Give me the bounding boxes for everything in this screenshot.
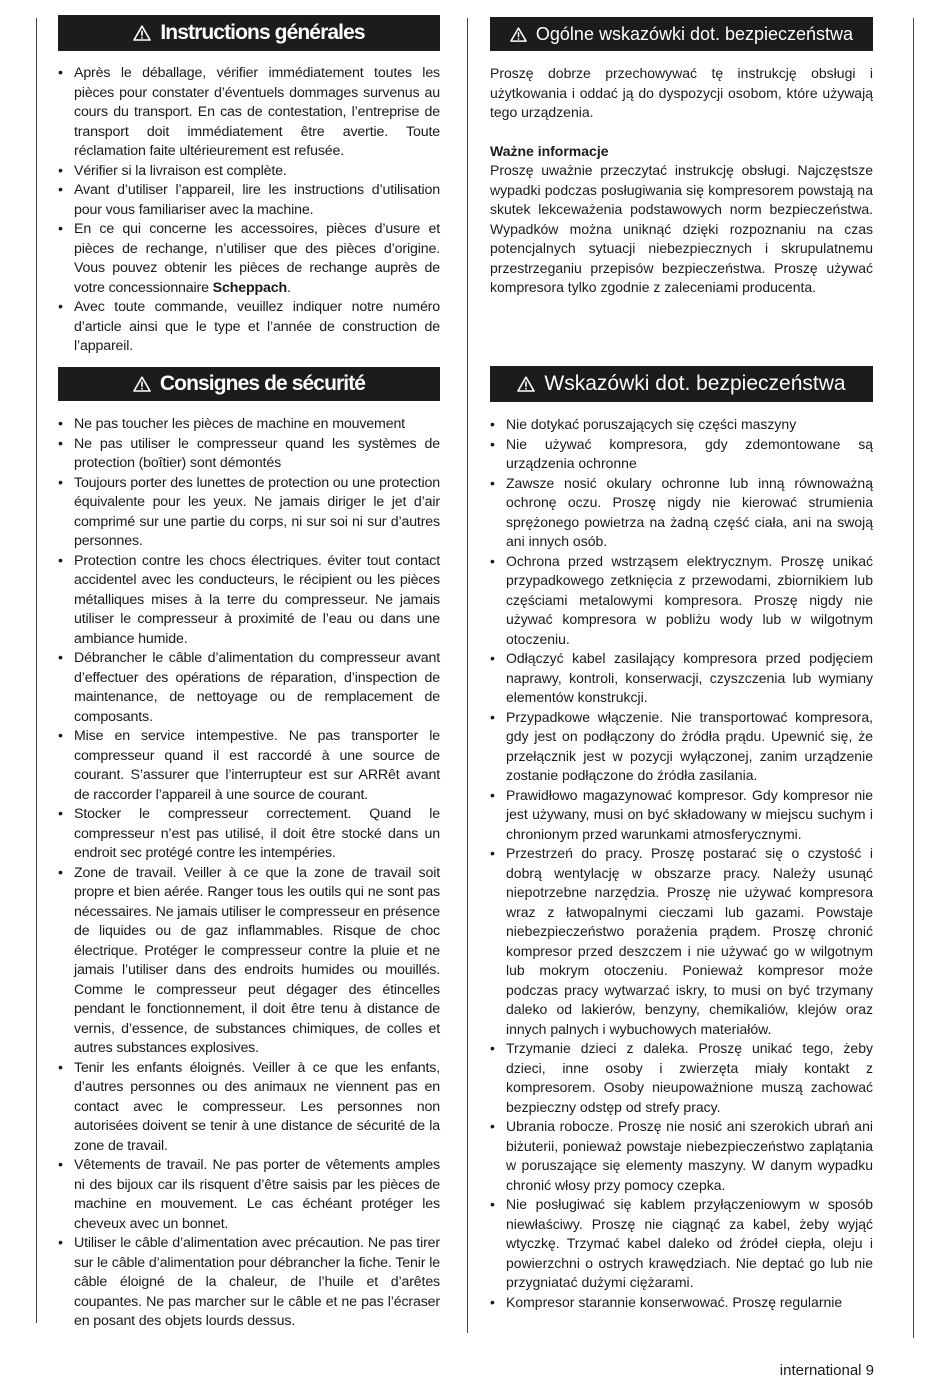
brand-name: Scheppach	[212, 279, 287, 296]
list-item: • Zawsze nosić okulary ochronne lub inną równoważną ochronę oczu. Proszę nigdy nie kierować strumienia sprężonego powietrza na żadną część ciała, ani na swoją ani innych osób.	[490, 474, 873, 552]
warning-icon	[510, 27, 527, 42]
list-item: • Toujours porter des lunettes de protection ou une protection équivalente pour les yeux. Ne jamais diriger le jet d’air comprimé sur une partie du corps, ni sur soi ni sur d’autres personnes.	[58, 474, 440, 552]
list-item: • Nie używać kompresora, gdy zdemontowane są urządzenia ochronne	[490, 435, 873, 474]
list-item: • Ubrania robocze. Proszę nie nosić ani szerokich ubrań ani biżuterii, ponieważ powstaje niebezpieczeństwo zaplątania w poruszające się elementy maszyny. W danym wypadku chronić włosy przy pomocy czepka.	[490, 1117, 873, 1195]
list-item: • Mise en service intempestive. Ne pas transporter le compresseur quand il est raccordé à une source de courant. S’assurer que l’interrupteur est sur ARRêt avant de raccorder l’appareil à une source de courant.	[58, 727, 440, 805]
list-item: • Ne pas utiliser le compresseur quand les systèmes de protection (boîtier) sont démontés	[58, 435, 440, 474]
list-item: • Protection contre les chocs électriques. éviter tout contact accidentel avec les conducteurs, le récipient ou les pièces métalliques mises à la terre du compresseur. Ne jamais utiliser le compresseur à proximité de l’eau ou dans une ambiance humide.	[58, 552, 440, 650]
warning-icon	[133, 25, 151, 41]
list-item: • Odłączyć kabel zasilający kompresora przed podjęciem naprawy, kontroli, konserwacji, czyszczenia lub wymiany elementów konstrukcji.	[490, 649, 873, 708]
list-item-text-end: .	[287, 279, 291, 296]
list-item: • Débrancher le câble d’alimentation du compresseur avant d’effectuer des opérations de réparation, d’inspection de maintenance, de nettoyage ou de remplacement de composants.	[58, 649, 440, 727]
column-divider	[467, 18, 468, 1333]
french-general-header	[58, 15, 440, 51]
polish-general-header	[490, 17, 873, 51]
list-item: • Vérifier si la livraison est complète.	[58, 162, 440, 182]
list-item: • Vêtements de travail. Ne pas porter de vêtements amples ni des bijoux car ils risquent d’être saisis par les pièces de machine en mouvement. Le cas échéant protéger les cheveux avec un bonnet.	[58, 1156, 440, 1234]
right-margin-rule	[913, 18, 914, 1338]
french-safety-list	[58, 415, 440, 1332]
french-safety-header	[58, 367, 440, 401]
polish-safety-list	[490, 415, 873, 1312]
list-item: • Przypadkowe włączenie. Nie transportować kompresora, gdy jest on podłączony do źródła prądu. Upewnić się, że przełącznik jest w pozycji wyłączonej, zanim urządzenie zostanie podłączone do źródła zasilania.	[490, 708, 873, 786]
list-item: • Avant d’utiliser l’appareil, lire les instructions d’utilisation pour vous familiariser avec la machine.	[58, 181, 440, 220]
list-item: • Nie posługiwać się kablem przyłączeniowym w sposób niewłaściwy. Proszę nie ciągnąć za kabel, żeby wyjąć wtyczkę. Trzymać kabel daleko od źródeł ciepła, oleju i powierzchni o ostrych krawędziach. Nie deptać go lub nie przygniatać dużymi ciężarami.	[490, 1195, 873, 1293]
french-general-title: Instructions générales	[160, 21, 365, 44]
french-general-list	[58, 64, 440, 357]
french-safety-title: Consignes de sécurité	[159, 372, 366, 395]
polish-column	[490, 0, 873, 1387]
list-item: • Après le déballage, vérifier immédiatement toutes les pièces pour constater d’éventuels dommages survenus au cours du transport. En cas de contestation, l’entreprise de transport doit immédiatement être avertie. Toute réclamation faite ultérieurement est refusée.	[58, 64, 440, 162]
list-item: • Avec toute commande, veuillez indiquer notre numéro d’article ainsi que le type et l’année de construction de l’appareil.	[58, 298, 440, 357]
list-item: • Stocker le compresseur correctement. Quand le compresseur n’est pas utilisé, il doit être stocké dans un endroit sec protégé contre les intempéries.	[58, 805, 440, 864]
polish-important-paragraph: Proszę uważnie przeczytać instrukcję obsługi. Najczęstsze wypadki podczas posługiwania się kompresorem powstają na skutek lekceważenia podstawowych norm bezpieczeństwa. Wypadków można uniknąć dzięki rozpoznaniu na czas potencjalnych sytuacji niebezpiecznych i skrupulatnemu przestrzeganiu przepisów bezpieczeństwa. Proszę używać kompresora tylko zgodnie z zaleceniami producenta.	[490, 162, 873, 295]
list-item-text: En ce qui concerne les accessoires, pièces d’usure et pièces de rechange, n’utiliser que des pièces d’origine. Vous pouvez obtenir les pièces de rechange auprès de votre concessionnaire	[74, 221, 440, 296]
list-item: • Kompresor starannie konserwować. Proszę regularnie	[490, 1293, 873, 1313]
left-margin-rule	[36, 18, 37, 1323]
list-item: • Ne pas toucher les pièces de machine en mouvement	[58, 415, 440, 435]
page-footer: international 9	[779, 1362, 874, 1379]
polish-safety-title: Wskazówki dot. bezpieczeństwa	[544, 372, 846, 395]
polish-important-heading: Ważne informacje	[490, 143, 609, 159]
list-item	[58, 220, 440, 298]
list-item: • Ochrona przed wstrząsem elektrycznym. Proszę unikać przypadkowego zetknięcia z przewodami, zbiornikiem lub częściami metalowymi kompresora. Proszę nigdy nie używać kompresora w pobliżu wody lub w wilgotnym otoczeniu.	[490, 552, 873, 650]
list-item: • Nie dotykać poruszających się części maszyny	[490, 415, 873, 435]
polish-general-title: Ogólne wskazówki dot. bezpieczeństwa	[535, 23, 854, 44]
list-item: • Prawidłowo magazynować kompresor. Gdy kompresor nie jest używany, musi on być składowany w miejscu suchym i chronionym przed warunkami atmosferycznymi.	[490, 786, 873, 845]
french-column	[58, 0, 440, 1387]
list-item: • Przestrzeń do pracy. Proszę postarać się o czystość i dobrą wentylację w obszarze pracy. Należy usunąć niepotrzebne narzędzia. Proszę nie używać kompresora wraz z łatwopalnymi cieczami lub gazami. Powstaje niebezpieczeństwo porażenia prądem. Proszę chronić kompresor przed deszczem i nie używać go w wilgotnym lub mokrym otoczeniu. Ponieważ kompresor może podczas pracy wytwarzać iskry, to musi on być trzymany daleko od lakierów, benzyny, chemikaliów, klejów oraz innych palnych i wybuchowych materiałów.	[490, 844, 873, 1039]
polish-safety-header	[490, 366, 873, 402]
list-item: • Utiliser le câble d’alimentation avec précaution. Ne pas tirer sur le câble d’alimentation pour débrancher la fiche. Tenir le câble éloigné de la chaleur, de l’huile et d’arêtes coupantes. Ne pas marcher sur le câble et ne pas l’écraser en posant des objets lourds dessus.	[58, 1234, 440, 1332]
polish-intro-paragraph: Proszę dobrze przechowywać tę instrukcję obsługi i użytkowania i oddać ją do dyspozycji osobom, które używają tego urządzenia.	[490, 65, 873, 120]
warning-icon	[517, 376, 535, 392]
list-item: • Zone de travail. Veiller à ce que la zone de travail soit propre et bien aérée. Ranger tous les outils qui ne sont pas nécessaires. Ne jamais utiliser le compresseur en présence de liquides ou de gaz inflammables. Risque de choc électrique. Protéger le compresseur contre la pluie et ne jamais l’utiliser dans des endroits humides ou mouillés. Comme le compresseur peut dégager des étincelles pendant le fonctionnement, il doit être tenu à distance de vernis, d’essence, de substances chimiques, de colles et autres substances explosives.	[58, 864, 440, 1059]
warning-icon	[133, 376, 151, 392]
list-item: • Tenir les enfants éloignés. Veiller à ce que les enfants, d’autres personnes ou des animaux ne viennent pas en contact avec le compresseur. Les personnes non autorisées doivent se tenir à une distance de sécurité de la zone de travail.	[58, 1059, 440, 1157]
list-item: • Trzymanie dzieci z daleka. Proszę unikać tego, żeby dzieci, inne osoby i zwierzęta miały kontakt z kompresorem. Osoby nieupoważnione muszą zachować bezpieczny odstęp od strefy pracy.	[490, 1039, 873, 1117]
